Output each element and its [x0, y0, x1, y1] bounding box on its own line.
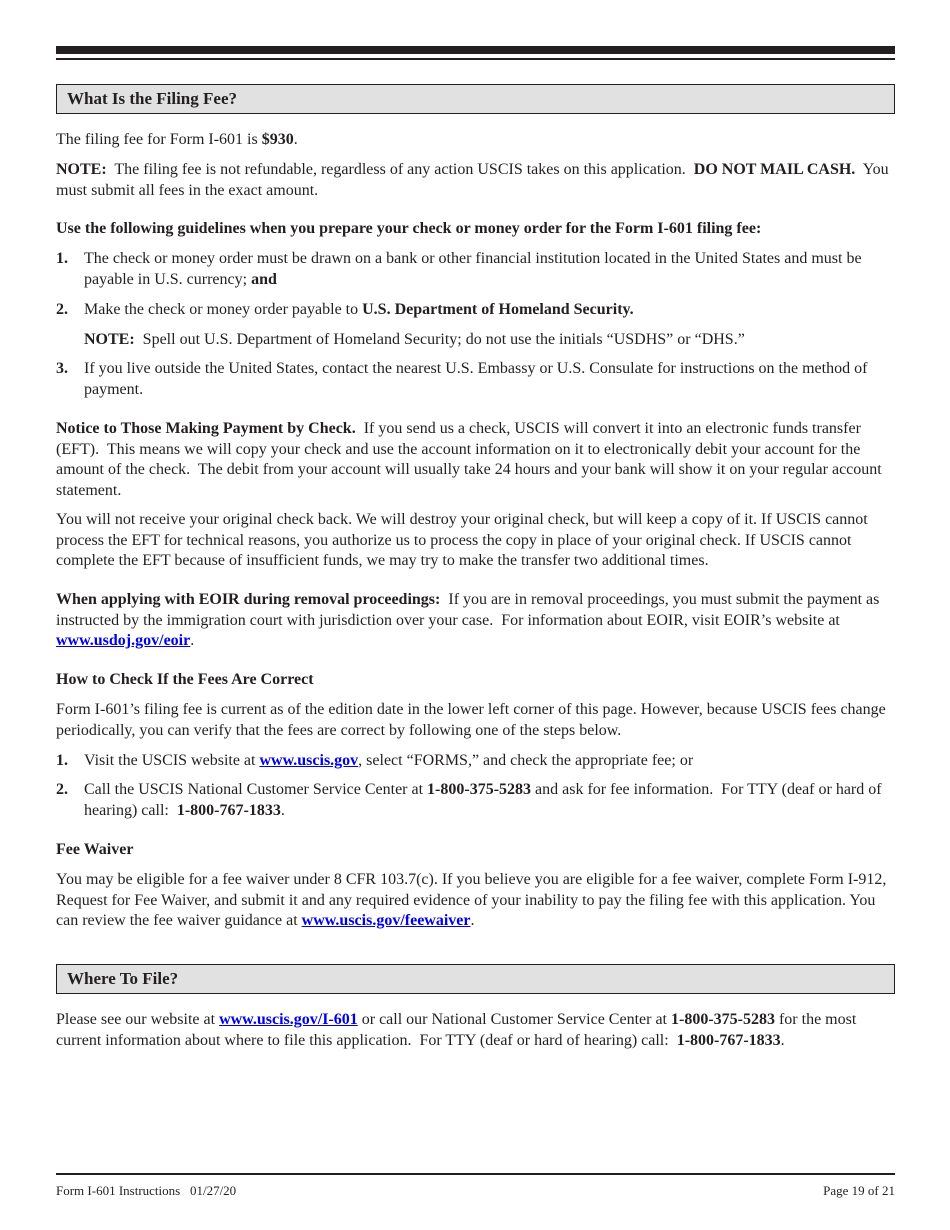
- fee-text: The filing fee for Form I-601 is: [56, 131, 262, 148]
- fee-period: .: [293, 131, 298, 148]
- item-text-tail: .: [280, 801, 285, 819]
- footer-rule: [56, 1173, 895, 1175]
- note-text: Spell out U.S. Department of Homeland Security; do not use the initials “USDHS” or “DHS.”: [134, 331, 745, 348]
- eoir-paragraph: [56, 590, 895, 652]
- item-bold: U.S. Department of Homeland Security.: [362, 301, 634, 318]
- guideline-item-1: [56, 249, 895, 290]
- guideline-item-2-note: [56, 330, 895, 351]
- where-text-tail: .: [780, 1031, 785, 1049]
- check-fees-paragraph: Form I-601’s filing fee is current as of the edition date in the lower left corner of this page. However, because USCIS fees change periodically, you can verify that the fees are correct by following one of the steps below.: [56, 701, 886, 739]
- item-number: 2.: [56, 301, 68, 318]
- item-text-mid: and ask for fee information. For TTY (deaf or hard of hearing) call:: [84, 781, 886, 819]
- item-text: The check or money order must be drawn on a bank or other financial institution located in the United States and must be payable in U.S. currency;: [84, 250, 862, 288]
- guideline-item-2: [56, 300, 895, 321]
- item-number: 2.: [56, 781, 68, 798]
- where-text: Please see our website at: [56, 1011, 220, 1028]
- section-title: What Is the Filing Fee?: [67, 89, 237, 108]
- tty-number: 1-800-767-1833: [676, 1031, 781, 1049]
- waiver-text: You may be eligible for a fee waiver under 8 CFR 103.7(c). If you believe you are eligible for a fee waiver, complete Form I-912, Request for Fee Waiver, and submit it and any required evidence of your inability to pay the filing fee with this application. You can review the fee waiver guidance at: [56, 871, 887, 929]
- fee-waiver-link[interactable]: www.uscis.gov/feewaiver: [301, 912, 471, 929]
- i601-link[interactable]: www.uscis.gov/I-601: [219, 1011, 358, 1028]
- check-notice-paragraph: [56, 419, 895, 501]
- eoir-label: When applying with EOIR during removal proceedings:: [56, 591, 441, 608]
- document-page: [56, 46, 895, 1196]
- phone-number: 1-800-375-5283: [670, 1011, 775, 1028]
- fee-step-2: [56, 780, 895, 821]
- phone-number: 1-800-375-5283: [427, 781, 532, 798]
- section-header-filing-fee: [56, 84, 895, 114]
- item-number: 1.: [56, 752, 68, 769]
- footer-form-edition: Form I-601 Instructions 01/27/20: [56, 1183, 237, 1198]
- fee-waiver-paragraph: [56, 870, 895, 932]
- item-bold: and: [251, 270, 277, 288]
- where-to-file-paragraph: [56, 1010, 895, 1051]
- section-title: Where To File?: [67, 969, 179, 988]
- item-text-tail: , select “FORMS,” and check the appropriate fee; or: [358, 752, 694, 769]
- where-text-mid2: for the most current information about where to file this application. For TTY (deaf or hard of hearing) call:: [56, 1011, 861, 1049]
- check-paragraph-2: You will not receive your original check back. We will destroy your original check, but will keep a copy of it. If USCIS cannot process the EFT for technical reasons, you authorize us to process the copy in place of your original check. If USCIS cannot complete the EFT because of insufficient funds, we may try to make the transfer two additional times.: [56, 511, 868, 569]
- filing-fee-paragraph: [56, 130, 895, 151]
- where-text-mid: or call our National Customer Service Center at: [357, 1011, 671, 1028]
- item-number: 1.: [56, 250, 68, 267]
- guidelines-heading: Use the following guidelines when you prepare your check or money order for the Form I-601 filing fee:: [56, 220, 762, 237]
- eoir-text: If you are in removal proceedings, you must submit the payment as instructed by the immigration court with jurisdiction over your case. For information about EOIR, visit EOIR’s website at: [56, 591, 884, 629]
- guideline-item-3: [56, 359, 895, 400]
- note-label: NOTE:: [84, 331, 135, 348]
- note-tail: You must submit all fees in the exact amount.: [56, 161, 893, 199]
- uscis-link[interactable]: www.uscis.gov: [259, 752, 359, 769]
- note-paragraph: [56, 160, 895, 201]
- item-text: Call the USCIS National Customer Service Center at: [84, 781, 428, 798]
- note-text: The filing fee is not refundable, regardless of any action USCIS takes on this application.: [106, 161, 694, 178]
- footer-page-number: Page 19 of 21: [823, 1183, 895, 1198]
- fee-step-1: [56, 751, 895, 772]
- eoir-link[interactable]: www.usdoj.gov/eoir: [56, 632, 191, 649]
- item-text: Visit the USCIS website at: [84, 752, 260, 769]
- check-fees-heading: How to Check If the Fees Are Correct: [56, 671, 314, 688]
- eoir-tail: .: [190, 632, 195, 649]
- check-text: If you send us a check, USCIS will convert it into an electronic funds transfer (EFT). This means we will copy your check and use the account information on it to electronically debit your account for the amount of the check. The debit from your account will usually take 24 hours and your bank will show it on your regular account statement.: [56, 420, 886, 499]
- tty-number: 1-800-767-1833: [176, 801, 281, 819]
- item-text: If you live outside the United States, contact the nearest U.S. Embassy or U.S. Consulate for instructions on the method of payment.: [84, 360, 868, 398]
- note-label: NOTE:: [56, 161, 107, 178]
- top-rule-thick: [56, 46, 895, 54]
- section-header-where-to-file: [56, 964, 895, 994]
- item-number: 3.: [56, 360, 68, 377]
- waiver-tail: .: [470, 912, 475, 929]
- item-text: Make the check or money order payable to: [84, 301, 363, 318]
- check-label: Notice to Those Making Payment by Check.: [56, 420, 356, 437]
- top-rule-thin: [56, 58, 895, 60]
- note-bold: DO NOT MAIL CASH.: [693, 161, 856, 178]
- fee-waiver-heading: Fee Waiver: [56, 841, 134, 858]
- fee-amount: $930: [261, 131, 294, 148]
